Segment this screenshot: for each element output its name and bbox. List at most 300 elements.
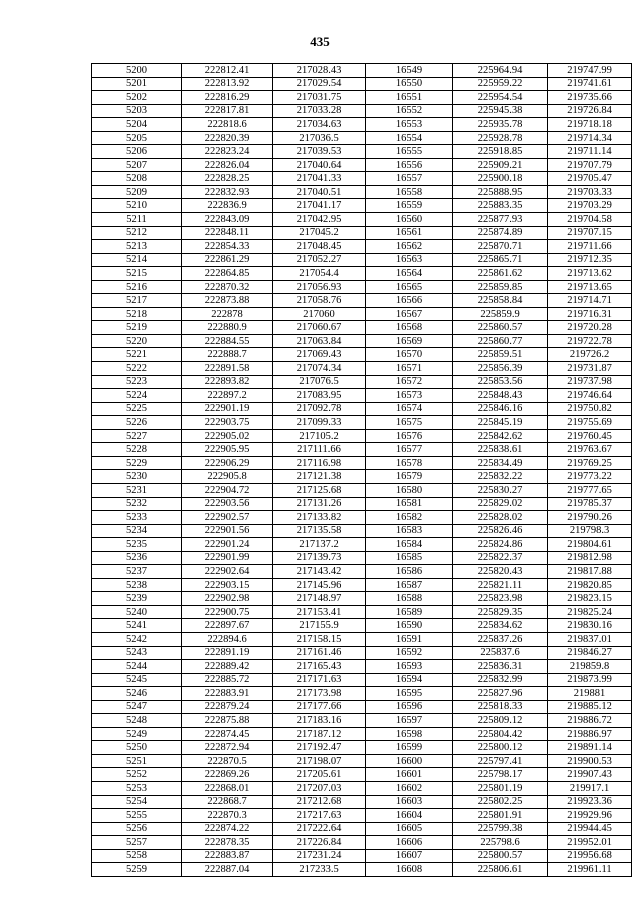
cell-point-number: 5234 bbox=[92, 524, 182, 538]
cell-y-coordinate: 217040.51 bbox=[273, 185, 366, 199]
table-row bbox=[92, 145, 632, 159]
cell-y-coordinate: 217041.33 bbox=[273, 172, 366, 186]
cell-x-coordinate: 225900.18 bbox=[453, 172, 548, 186]
cell-point-number: 5229 bbox=[92, 456, 182, 470]
cell-point-number: 5209 bbox=[92, 185, 182, 199]
cell-y-coordinate: 217207.03 bbox=[273, 781, 366, 795]
cell-y-coordinate: 219703.33 bbox=[548, 185, 632, 199]
cell-y-coordinate: 217060 bbox=[273, 307, 366, 321]
cell-point-number: 16553 bbox=[366, 118, 453, 132]
cell-x-coordinate: 222872.94 bbox=[182, 741, 273, 755]
cell-y-coordinate: 217231.24 bbox=[273, 849, 366, 863]
cell-point-number: 5235 bbox=[92, 538, 182, 552]
cell-y-coordinate: 217045.2 bbox=[273, 226, 366, 240]
cell-x-coordinate: 222903.15 bbox=[182, 578, 273, 592]
cell-x-coordinate: 225874.89 bbox=[453, 226, 548, 240]
cell-point-number: 16561 bbox=[366, 226, 453, 240]
table-row bbox=[92, 348, 632, 362]
cell-x-coordinate: 225964.94 bbox=[453, 64, 548, 78]
cell-point-number: 16579 bbox=[366, 470, 453, 484]
cell-point-number: 5223 bbox=[92, 375, 182, 389]
table-row bbox=[92, 280, 632, 294]
table-row bbox=[92, 158, 632, 172]
cell-y-coordinate: 219886.97 bbox=[548, 727, 632, 741]
cell-y-coordinate: 219703.29 bbox=[548, 199, 632, 213]
cell-y-coordinate: 217205.61 bbox=[273, 768, 366, 782]
cell-y-coordinate: 219769.25 bbox=[548, 456, 632, 470]
cell-point-number: 16605 bbox=[366, 822, 453, 836]
cell-y-coordinate: 217217.63 bbox=[273, 809, 366, 823]
table-row bbox=[92, 416, 632, 430]
cell-point-number: 16596 bbox=[366, 700, 453, 714]
cell-y-coordinate: 217052.27 bbox=[273, 253, 366, 267]
cell-point-number: 5228 bbox=[92, 443, 182, 457]
cell-point-number: 16607 bbox=[366, 849, 453, 863]
cell-point-number: 5205 bbox=[92, 131, 182, 145]
cell-point-number: 5204 bbox=[92, 118, 182, 132]
table-row bbox=[92, 294, 632, 308]
cell-x-coordinate: 225860.77 bbox=[453, 334, 548, 348]
cell-y-coordinate: 217069.43 bbox=[273, 348, 366, 362]
cell-point-number: 16569 bbox=[366, 334, 453, 348]
cell-point-number: 16551 bbox=[366, 91, 453, 105]
cell-y-coordinate: 217155.9 bbox=[273, 619, 366, 633]
cell-x-coordinate: 222868.01 bbox=[182, 781, 273, 795]
cell-x-coordinate: 225837.6 bbox=[453, 646, 548, 660]
cell-point-number: 5241 bbox=[92, 619, 182, 633]
cell-point-number: 16601 bbox=[366, 768, 453, 782]
cell-point-number: 16582 bbox=[366, 511, 453, 525]
cell-x-coordinate: 222902.98 bbox=[182, 592, 273, 606]
table-row bbox=[92, 362, 632, 376]
cell-point-number: 16599 bbox=[366, 741, 453, 755]
cell-y-coordinate: 217076.5 bbox=[273, 375, 366, 389]
cell-point-number: 16550 bbox=[366, 77, 453, 91]
cell-x-coordinate: 222905.02 bbox=[182, 429, 273, 443]
cell-y-coordinate: 217063.84 bbox=[273, 334, 366, 348]
cell-point-number: 16576 bbox=[366, 429, 453, 443]
cell-point-number: 5217 bbox=[92, 294, 182, 308]
cell-y-coordinate: 217143.42 bbox=[273, 565, 366, 579]
cell-point-number: 16598 bbox=[366, 727, 453, 741]
cell-point-number: 5232 bbox=[92, 497, 182, 511]
cell-point-number: 5216 bbox=[92, 280, 182, 294]
table-row bbox=[92, 497, 632, 511]
table-row bbox=[92, 809, 632, 823]
cell-point-number: 5250 bbox=[92, 741, 182, 755]
cell-x-coordinate: 225829.02 bbox=[453, 497, 548, 511]
cell-point-number: 5224 bbox=[92, 389, 182, 403]
cell-y-coordinate: 219718.18 bbox=[548, 118, 632, 132]
cell-y-coordinate: 219750.82 bbox=[548, 402, 632, 416]
cell-x-coordinate: 222879.24 bbox=[182, 700, 273, 714]
cell-x-coordinate: 222901.24 bbox=[182, 538, 273, 552]
cell-x-coordinate: 225853.56 bbox=[453, 375, 548, 389]
cell-x-coordinate: 222870.32 bbox=[182, 280, 273, 294]
table-row bbox=[92, 389, 632, 403]
coordinates-table bbox=[91, 63, 632, 877]
table-row bbox=[92, 727, 632, 741]
cell-y-coordinate: 219961.11 bbox=[548, 863, 632, 877]
cell-x-coordinate: 222864.85 bbox=[182, 267, 273, 281]
cell-y-coordinate: 217171.63 bbox=[273, 673, 366, 687]
cell-y-coordinate: 219712.35 bbox=[548, 253, 632, 267]
cell-y-coordinate: 219716.31 bbox=[548, 307, 632, 321]
cell-x-coordinate: 225809.12 bbox=[453, 714, 548, 728]
cell-point-number: 16594 bbox=[366, 673, 453, 687]
cell-point-number: 5201 bbox=[92, 77, 182, 91]
cell-x-coordinate: 225859.9 bbox=[453, 307, 548, 321]
cell-x-coordinate: 222905.8 bbox=[182, 470, 273, 484]
cell-y-coordinate: 219763.67 bbox=[548, 443, 632, 457]
cell-y-coordinate: 219798.3 bbox=[548, 524, 632, 538]
cell-x-coordinate: 222893.82 bbox=[182, 375, 273, 389]
cell-y-coordinate: 219760.45 bbox=[548, 429, 632, 443]
cell-point-number: 5208 bbox=[92, 172, 182, 186]
cell-x-coordinate: 222904.72 bbox=[182, 483, 273, 497]
cell-y-coordinate: 219707.15 bbox=[548, 226, 632, 240]
cell-y-coordinate: 217039.53 bbox=[273, 145, 366, 159]
cell-point-number: 5255 bbox=[92, 809, 182, 823]
cell-y-coordinate: 219846.27 bbox=[548, 646, 632, 660]
cell-point-number: 5253 bbox=[92, 781, 182, 795]
cell-point-number: 5227 bbox=[92, 429, 182, 443]
cell-point-number: 5214 bbox=[92, 253, 182, 267]
cell-x-coordinate: 222861.29 bbox=[182, 253, 273, 267]
table-row bbox=[92, 795, 632, 809]
cell-point-number: 5222 bbox=[92, 362, 182, 376]
cell-x-coordinate: 222901.99 bbox=[182, 551, 273, 565]
table-row bbox=[92, 443, 632, 457]
cell-x-coordinate: 222828.25 bbox=[182, 172, 273, 186]
cell-x-coordinate: 222832.93 bbox=[182, 185, 273, 199]
cell-x-coordinate: 225826.46 bbox=[453, 524, 548, 538]
table-row bbox=[92, 172, 632, 186]
cell-x-coordinate: 222812.41 bbox=[182, 64, 273, 78]
cell-point-number: 16584 bbox=[366, 538, 453, 552]
cell-y-coordinate: 217092.78 bbox=[273, 402, 366, 416]
cell-x-coordinate: 222813.92 bbox=[182, 77, 273, 91]
cell-x-coordinate: 225859.85 bbox=[453, 280, 548, 294]
cell-y-coordinate: 217233.5 bbox=[273, 863, 366, 877]
cell-x-coordinate: 225802.25 bbox=[453, 795, 548, 809]
cell-x-coordinate: 222885.72 bbox=[182, 673, 273, 687]
cell-point-number: 5240 bbox=[92, 605, 182, 619]
cell-x-coordinate: 225846.16 bbox=[453, 402, 548, 416]
cell-point-number: 5231 bbox=[92, 483, 182, 497]
cell-x-coordinate: 225860.57 bbox=[453, 321, 548, 335]
cell-y-coordinate: 219891.14 bbox=[548, 741, 632, 755]
cell-point-number: 5218 bbox=[92, 307, 182, 321]
cell-x-coordinate: 225800.12 bbox=[453, 741, 548, 755]
cell-point-number: 16566 bbox=[366, 294, 453, 308]
cell-x-coordinate: 225959.22 bbox=[453, 77, 548, 91]
cell-x-coordinate: 222854.33 bbox=[182, 240, 273, 254]
cell-point-number: 16567 bbox=[366, 307, 453, 321]
cell-point-number: 16560 bbox=[366, 213, 453, 227]
cell-y-coordinate: 217116.98 bbox=[273, 456, 366, 470]
table-row bbox=[92, 307, 632, 321]
cell-x-coordinate: 222903.75 bbox=[182, 416, 273, 430]
cell-y-coordinate: 217148.97 bbox=[273, 592, 366, 606]
cell-x-coordinate: 222816.29 bbox=[182, 91, 273, 105]
cell-x-coordinate: 222878 bbox=[182, 307, 273, 321]
cell-x-coordinate: 222894.6 bbox=[182, 632, 273, 646]
cell-x-coordinate: 225800.57 bbox=[453, 849, 548, 863]
table-row bbox=[92, 660, 632, 674]
cell-y-coordinate: 217042.95 bbox=[273, 213, 366, 227]
cell-point-number: 16575 bbox=[366, 416, 453, 430]
cell-x-coordinate: 222870.5 bbox=[182, 754, 273, 768]
cell-y-coordinate: 219741.61 bbox=[548, 77, 632, 91]
cell-x-coordinate: 222883.91 bbox=[182, 687, 273, 701]
cell-x-coordinate: 225798.6 bbox=[453, 836, 548, 850]
cell-y-coordinate: 217121.38 bbox=[273, 470, 366, 484]
table-row bbox=[92, 578, 632, 592]
table-row bbox=[92, 863, 632, 877]
cell-y-coordinate: 219737.98 bbox=[548, 375, 632, 389]
cell-y-coordinate: 217135.58 bbox=[273, 524, 366, 538]
cell-y-coordinate: 217153.41 bbox=[273, 605, 366, 619]
cell-point-number: 16606 bbox=[366, 836, 453, 850]
cell-y-coordinate: 219773.22 bbox=[548, 470, 632, 484]
table-row bbox=[92, 483, 632, 497]
cell-x-coordinate: 225935.78 bbox=[453, 118, 548, 132]
table-row bbox=[92, 592, 632, 606]
cell-point-number: 5258 bbox=[92, 849, 182, 863]
cell-x-coordinate: 222884.55 bbox=[182, 334, 273, 348]
cell-point-number: 16562 bbox=[366, 240, 453, 254]
cell-x-coordinate: 225861.62 bbox=[453, 267, 548, 281]
cell-point-number: 16590 bbox=[366, 619, 453, 633]
cell-x-coordinate: 222887.04 bbox=[182, 863, 273, 877]
table-row bbox=[92, 673, 632, 687]
cell-point-number: 16549 bbox=[366, 64, 453, 78]
cell-y-coordinate: 219830.16 bbox=[548, 619, 632, 633]
cell-y-coordinate: 217029.54 bbox=[273, 77, 366, 91]
table-row bbox=[92, 605, 632, 619]
cell-x-coordinate: 225797.41 bbox=[453, 754, 548, 768]
cell-point-number: 16588 bbox=[366, 592, 453, 606]
cell-point-number: 5211 bbox=[92, 213, 182, 227]
cell-y-coordinate: 219714.34 bbox=[548, 131, 632, 145]
cell-point-number: 16591 bbox=[366, 632, 453, 646]
cell-point-number: 5230 bbox=[92, 470, 182, 484]
cell-x-coordinate: 225836.31 bbox=[453, 660, 548, 674]
cell-y-coordinate: 217183.16 bbox=[273, 714, 366, 728]
cell-x-coordinate: 225837.26 bbox=[453, 632, 548, 646]
cell-x-coordinate: 222820.39 bbox=[182, 131, 273, 145]
cell-y-coordinate: 217139.73 bbox=[273, 551, 366, 565]
table-row bbox=[92, 321, 632, 335]
cell-point-number: 5239 bbox=[92, 592, 182, 606]
cell-x-coordinate: 225801.19 bbox=[453, 781, 548, 795]
cell-point-number: 5259 bbox=[92, 863, 182, 877]
cell-x-coordinate: 225799.38 bbox=[453, 822, 548, 836]
cell-y-coordinate: 219804.61 bbox=[548, 538, 632, 552]
cell-y-coordinate: 217105.2 bbox=[273, 429, 366, 443]
cell-x-coordinate: 225859.51 bbox=[453, 348, 548, 362]
page-number: 435 bbox=[310, 34, 330, 49]
table-row bbox=[92, 524, 632, 538]
cell-point-number: 16555 bbox=[366, 145, 453, 159]
table-row bbox=[92, 131, 632, 145]
cell-point-number: 16557 bbox=[366, 172, 453, 186]
cell-point-number: 16554 bbox=[366, 131, 453, 145]
cell-y-coordinate: 217226.84 bbox=[273, 836, 366, 850]
cell-x-coordinate: 225865.71 bbox=[453, 253, 548, 267]
cell-x-coordinate: 222897.2 bbox=[182, 389, 273, 403]
cell-x-coordinate: 222902.64 bbox=[182, 565, 273, 579]
cell-x-coordinate: 225801.91 bbox=[453, 809, 548, 823]
cell-y-coordinate: 219713.62 bbox=[548, 267, 632, 281]
cell-point-number: 5246 bbox=[92, 687, 182, 701]
cell-point-number: 5203 bbox=[92, 104, 182, 118]
cell-y-coordinate: 217083.95 bbox=[273, 389, 366, 403]
cell-x-coordinate: 225824.86 bbox=[453, 538, 548, 552]
cell-point-number: 16552 bbox=[366, 104, 453, 118]
cell-point-number: 16604 bbox=[366, 809, 453, 823]
cell-point-number: 5249 bbox=[92, 727, 182, 741]
cell-point-number: 5225 bbox=[92, 402, 182, 416]
cell-x-coordinate: 222836.9 bbox=[182, 199, 273, 213]
cell-point-number: 5242 bbox=[92, 632, 182, 646]
cell-point-number: 5257 bbox=[92, 836, 182, 850]
cell-x-coordinate: 222878.35 bbox=[182, 836, 273, 850]
cell-x-coordinate: 222883.87 bbox=[182, 849, 273, 863]
cell-point-number: 5237 bbox=[92, 565, 182, 579]
cell-y-coordinate: 219859.8 bbox=[548, 660, 632, 674]
cell-x-coordinate: 225822.37 bbox=[453, 551, 548, 565]
cell-point-number: 16556 bbox=[366, 158, 453, 172]
cell-y-coordinate: 219817.88 bbox=[548, 565, 632, 579]
cell-x-coordinate: 225832.22 bbox=[453, 470, 548, 484]
cell-y-coordinate: 219707.79 bbox=[548, 158, 632, 172]
table-row bbox=[92, 700, 632, 714]
cell-y-coordinate: 217074.34 bbox=[273, 362, 366, 376]
table-row bbox=[92, 754, 632, 768]
cell-point-number: 5252 bbox=[92, 768, 182, 782]
cell-point-number: 5244 bbox=[92, 660, 182, 674]
cell-y-coordinate: 219956.68 bbox=[548, 849, 632, 863]
cell-point-number: 5256 bbox=[92, 822, 182, 836]
cell-point-number: 5207 bbox=[92, 158, 182, 172]
cell-x-coordinate: 222826.04 bbox=[182, 158, 273, 172]
cell-x-coordinate: 225888.95 bbox=[453, 185, 548, 199]
table-row bbox=[92, 714, 632, 728]
cell-point-number: 5219 bbox=[92, 321, 182, 335]
table-row bbox=[92, 456, 632, 470]
cell-x-coordinate: 222843.09 bbox=[182, 213, 273, 227]
cell-x-coordinate: 222888.7 bbox=[182, 348, 273, 362]
cell-y-coordinate: 217060.67 bbox=[273, 321, 366, 335]
cell-x-coordinate: 225804.42 bbox=[453, 727, 548, 741]
table-row bbox=[92, 429, 632, 443]
cell-point-number: 16587 bbox=[366, 578, 453, 592]
table-row bbox=[92, 375, 632, 389]
table-row bbox=[92, 91, 632, 105]
cell-y-coordinate: 219711.66 bbox=[548, 240, 632, 254]
cell-y-coordinate: 219726.84 bbox=[548, 104, 632, 118]
cell-x-coordinate: 225870.71 bbox=[453, 240, 548, 254]
cell-x-coordinate: 225858.84 bbox=[453, 294, 548, 308]
cell-y-coordinate: 219714.71 bbox=[548, 294, 632, 308]
cell-point-number: 5233 bbox=[92, 511, 182, 525]
cell-y-coordinate: 217145.96 bbox=[273, 578, 366, 592]
cell-x-coordinate: 225856.39 bbox=[453, 362, 548, 376]
cell-point-number: 16571 bbox=[366, 362, 453, 376]
cell-y-coordinate: 219705.47 bbox=[548, 172, 632, 186]
cell-y-coordinate: 219929.96 bbox=[548, 809, 632, 823]
cell-point-number: 5243 bbox=[92, 646, 182, 660]
cell-x-coordinate: 225945.38 bbox=[453, 104, 548, 118]
cell-y-coordinate: 219881 bbox=[548, 687, 632, 701]
cell-x-coordinate: 222868.7 bbox=[182, 795, 273, 809]
cell-point-number: 16597 bbox=[366, 714, 453, 728]
table-row bbox=[92, 565, 632, 579]
cell-point-number: 5245 bbox=[92, 673, 182, 687]
cell-point-number: 5221 bbox=[92, 348, 182, 362]
table-row bbox=[92, 267, 632, 281]
cell-x-coordinate: 225827.96 bbox=[453, 687, 548, 701]
cell-x-coordinate: 225806.61 bbox=[453, 863, 548, 877]
table-row bbox=[92, 213, 632, 227]
cell-x-coordinate: 225818.33 bbox=[453, 700, 548, 714]
cell-x-coordinate: 225848.43 bbox=[453, 389, 548, 403]
cell-y-coordinate: 217111.66 bbox=[273, 443, 366, 457]
table-row bbox=[92, 741, 632, 755]
cell-x-coordinate: 225883.35 bbox=[453, 199, 548, 213]
cell-point-number: 16559 bbox=[366, 199, 453, 213]
cell-point-number: 16603 bbox=[366, 795, 453, 809]
cell-point-number: 16608 bbox=[366, 863, 453, 877]
cell-x-coordinate: 222875.88 bbox=[182, 714, 273, 728]
cell-point-number: 16581 bbox=[366, 497, 453, 511]
cell-y-coordinate: 217125.68 bbox=[273, 483, 366, 497]
cell-y-coordinate: 217222.64 bbox=[273, 822, 366, 836]
cell-x-coordinate: 222823.24 bbox=[182, 145, 273, 159]
cell-x-coordinate: 222874.22 bbox=[182, 822, 273, 836]
cell-point-number: 5236 bbox=[92, 551, 182, 565]
cell-x-coordinate: 222848.11 bbox=[182, 226, 273, 240]
cell-x-coordinate: 225798.17 bbox=[453, 768, 548, 782]
cell-point-number: 16570 bbox=[366, 348, 453, 362]
table-row bbox=[92, 199, 632, 213]
cell-y-coordinate: 219777.65 bbox=[548, 483, 632, 497]
cell-x-coordinate: 222869.26 bbox=[182, 768, 273, 782]
cell-y-coordinate: 217054.4 bbox=[273, 267, 366, 281]
cell-y-coordinate: 219731.87 bbox=[548, 362, 632, 376]
cell-y-coordinate: 217048.45 bbox=[273, 240, 366, 254]
table-row bbox=[92, 118, 632, 132]
cell-point-number: 16565 bbox=[366, 280, 453, 294]
cell-y-coordinate: 219722.78 bbox=[548, 334, 632, 348]
cell-y-coordinate: 217034.63 bbox=[273, 118, 366, 132]
table-row bbox=[92, 511, 632, 525]
cell-y-coordinate: 217165.43 bbox=[273, 660, 366, 674]
cell-point-number: 5248 bbox=[92, 714, 182, 728]
cell-x-coordinate: 222906.29 bbox=[182, 456, 273, 470]
cell-y-coordinate: 217058.76 bbox=[273, 294, 366, 308]
cell-x-coordinate: 222901.56 bbox=[182, 524, 273, 538]
cell-x-coordinate: 225842.62 bbox=[453, 429, 548, 443]
cell-y-coordinate: 219746.64 bbox=[548, 389, 632, 403]
cell-point-number: 5220 bbox=[92, 334, 182, 348]
cell-point-number: 16589 bbox=[366, 605, 453, 619]
cell-x-coordinate: 222891.58 bbox=[182, 362, 273, 376]
cell-y-coordinate: 219711.14 bbox=[548, 145, 632, 159]
cell-point-number: 5254 bbox=[92, 795, 182, 809]
